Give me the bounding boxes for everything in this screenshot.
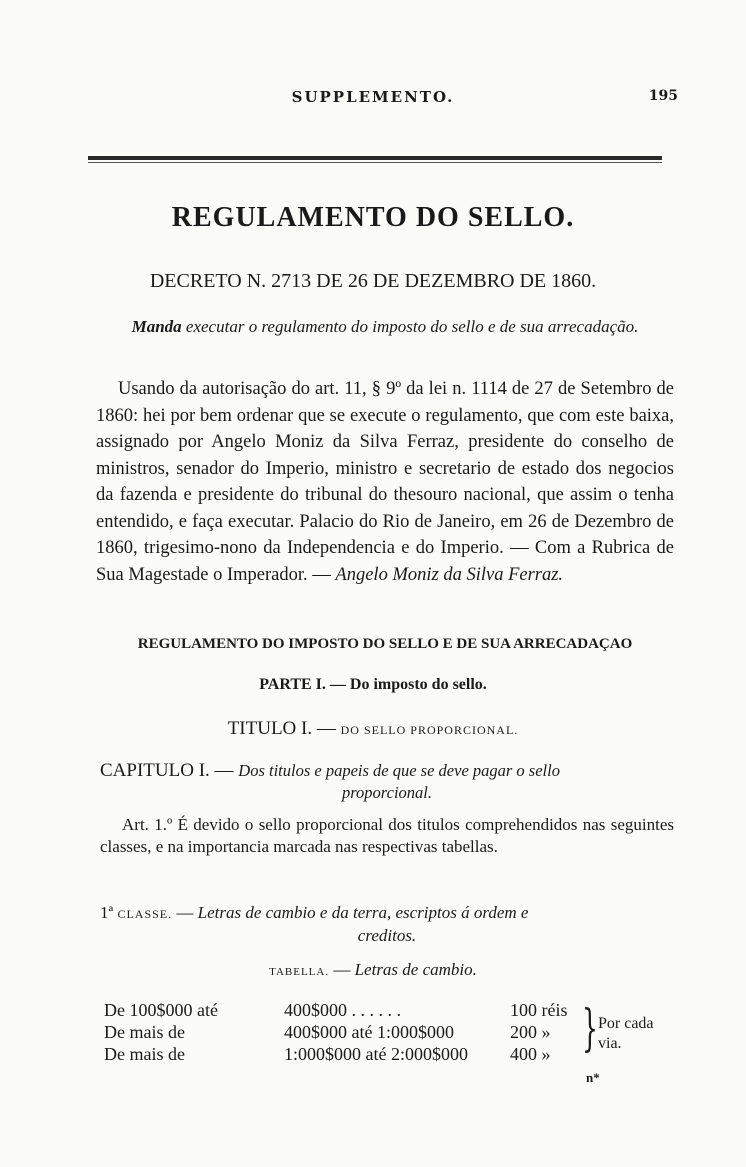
classe-text-continued: creditos. bbox=[357, 926, 417, 945]
subtitle-rest: executar o regulamento do imposto do sello e de sua arrecadação. bbox=[181, 317, 639, 336]
capitulo-text: Dos titulos e papeis de que se deve pagar o sello bbox=[238, 761, 560, 780]
rates-note: Por cada via. bbox=[598, 1015, 654, 1052]
rate-amount: 1:000$000 até 2:000$000 bbox=[284, 1044, 468, 1064]
titulo-label: TITULO I. — bbox=[227, 718, 341, 739]
tabella-word: TABELLA. bbox=[269, 966, 330, 978]
rate-row bbox=[104, 1044, 604, 1066]
rate-value: 200 » bbox=[510, 1022, 551, 1042]
rate-label: De mais de bbox=[104, 1022, 185, 1042]
titulo-heading bbox=[0, 718, 746, 740]
signature: Angelo Moniz da Silva Ferraz. bbox=[335, 564, 564, 585]
catchword: n* bbox=[586, 1070, 600, 1085]
rate-row bbox=[104, 1022, 604, 1044]
tabella-heading bbox=[0, 960, 746, 980]
rate-label: De 100$000 até bbox=[104, 1000, 218, 1020]
decree-subtitle bbox=[96, 316, 674, 337]
capitulo-text-continued: proporcional. bbox=[342, 783, 432, 802]
classe-heading bbox=[100, 902, 674, 946]
section-heading: REGULAMENTO DO IMPOSTO DO SELLO E DE SUA ARRECADAÇAO bbox=[137, 636, 633, 652]
tabella-dash: — bbox=[329, 960, 355, 979]
rate-value: 100 réis bbox=[510, 1000, 568, 1020]
article-1 bbox=[100, 814, 674, 858]
rate-amount: 400$000 até 1:000$000 bbox=[284, 1022, 454, 1042]
capitulo-heading bbox=[100, 760, 674, 804]
classe-label: 1ª bbox=[100, 903, 118, 922]
rate-label: De mais de bbox=[104, 1044, 185, 1064]
classe-text: Letras de cambio e da terra, escriptos á ordem e bbox=[197, 903, 529, 922]
rate-value: 400 » bbox=[510, 1044, 551, 1064]
rate-row bbox=[104, 1000, 604, 1022]
page-number: 195 bbox=[648, 88, 678, 104]
article-text: Art. 1.º É devido o sello proporcional dos titulos comprehendidos nas seguintes classes, e na importancia marcada nas respectivas tabellas. bbox=[100, 815, 674, 856]
rate-amount: 400$000 . . . . . . bbox=[284, 1000, 401, 1020]
capitulo-label: CAPITULO I. — bbox=[100, 760, 239, 781]
header-rule bbox=[88, 156, 662, 160]
page-title: REGULAMENTO DO SELLO. bbox=[171, 202, 575, 233]
titulo-text: DO SELLO PROPORCIONAL. bbox=[340, 723, 519, 737]
tabella-text: Letras de cambio. bbox=[354, 960, 477, 979]
decree-heading: DECRETO N. 2713 DE 26 DE DEZEMBRO DE 1860. bbox=[149, 270, 597, 292]
decree-paragraph bbox=[96, 376, 674, 588]
header-rule-thin bbox=[88, 162, 662, 163]
classe-dash: — bbox=[172, 903, 198, 922]
classe-word: CLASSE. bbox=[117, 907, 173, 921]
parte-heading: PARTE I. — Do imposto do sello. bbox=[259, 676, 487, 693]
running-head: SUPPLEMENTO. bbox=[291, 88, 455, 106]
right-brace: } bbox=[582, 999, 598, 1057]
subtitle-lead: Manda bbox=[131, 317, 182, 336]
paragraph-text: Usando da autorisação do art. 11, § 9º da lei n. 1114 de 27 de Setembro de 1860: hei por bem ordenar que se execute o regulamento, que com este baixa, assignado por Angelo Moniz da Silva Ferraz, presidente do conselho de ministros, senador do Imperio, ministro e secretario de estado dos negocios da fazenda e presidente do tribunal do thesouro nacional, que assim o tenha entendido, e faça executar. Palacio do Rio de Janeiro, em 26 de Dezembro de 1860, trigesimo-nono da Independencia e do Imperio. — Com a Rubrica de Sua Magestade o Imperador. — bbox=[96, 379, 674, 585]
